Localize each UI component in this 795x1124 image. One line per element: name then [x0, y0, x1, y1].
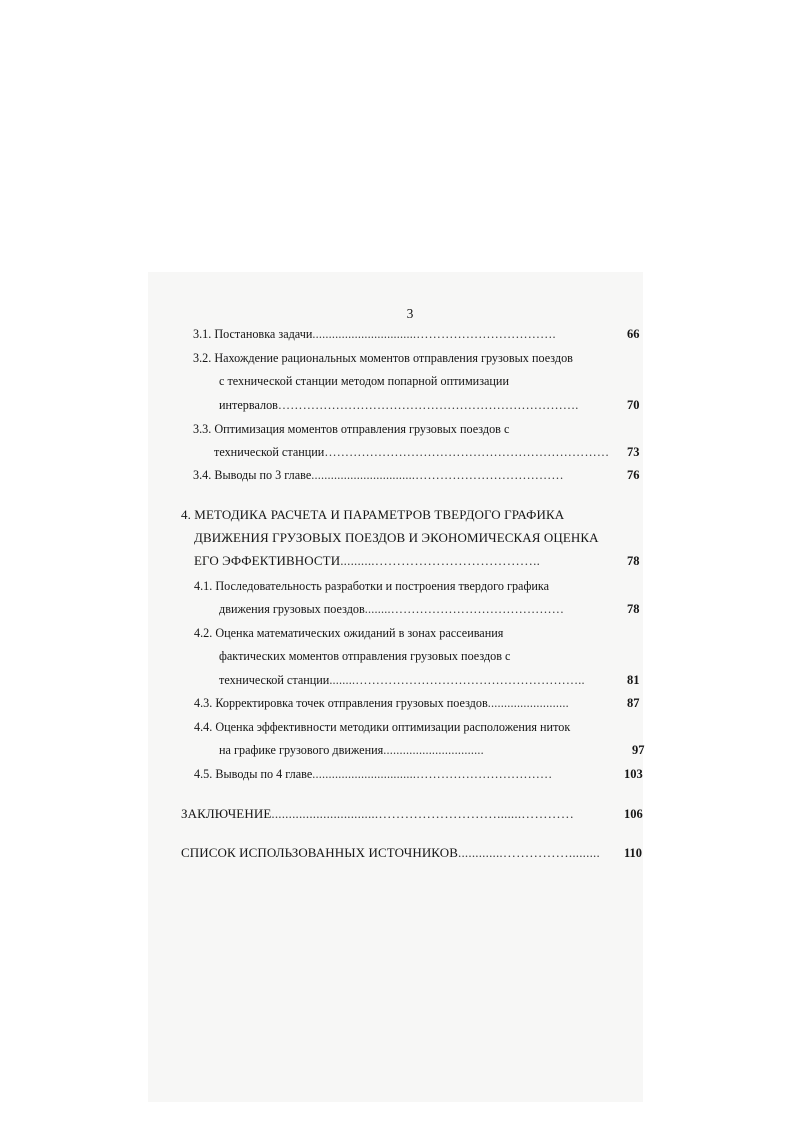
toc-entry-title: интервалов [219, 398, 278, 412]
toc-entry-3-2-line3 [219, 397, 578, 413]
toc-entry-title: ЗАКЛЮЧЕНИЕ [181, 806, 272, 821]
toc-leader-dots: ........……………………………………………….. [329, 673, 585, 687]
toc-sources [181, 845, 600, 861]
toc-page-number: 78 [627, 602, 640, 616]
toc-entry-title: 3.1. Постановка задачи [193, 327, 313, 341]
toc-entry-4-1-line1: 4.1. Последовательность разработки и построения твердого графика [194, 579, 550, 593]
toc-entry-3-3-line1: 3.3. Оптимизация моментов отправления грузовых поездов с [193, 422, 510, 436]
toc-entry-3-1 [193, 326, 556, 342]
toc-leader-dots: ......................... [487, 696, 569, 710]
toc-entry-4-4-line2 [219, 742, 484, 758]
toc-entry-title: технической станции [214, 445, 325, 459]
toc-page-number: 87 [627, 696, 640, 710]
toc-entry-title: СПИСОК ИСПОЛЬЗОВАННЫХ ИСТОЧНИКОВ [181, 845, 459, 860]
toc-page-number: 97 [632, 743, 645, 757]
toc-entry-4-5 [194, 766, 552, 782]
toc-page-number: 70 [627, 398, 640, 412]
toc-leader-dots: ................................……………………………. [312, 327, 556, 341]
toc-entry-4-2-line2: фактических моментов отправления грузовых поездов с [219, 649, 511, 663]
toc-entry-4-1-line2 [219, 601, 564, 617]
toc-entry-3-3-line2 [214, 444, 609, 460]
toc-leader-dots: …………………………………………………………… [324, 445, 610, 459]
toc-entry-3-4 [193, 467, 564, 483]
toc-entry-title: ЕГО ЭФФЕКТИВНОСТИ [194, 553, 341, 568]
toc-entry-4-2-line3 [219, 672, 585, 688]
toc-entry-title: 4.5. Выводы по 4 главе [194, 767, 313, 781]
toc-chapter-4-line2: ДВИЖЕНИЯ ГРУЗОВЫХ ПОЕЗДОВ И ЭКОНОМИЧЕСКАЯ ОЦЕНКА [194, 530, 599, 545]
toc-leader-dots: ..........……………………………….. [340, 553, 541, 568]
toc-entry-3-2-line2: с технической станции методом попарной оптимизации [219, 374, 509, 388]
toc-page-number: 103 [624, 767, 643, 781]
toc-leader-dots: ...............................……………………….......………… [271, 806, 575, 821]
toc-page-number: 76 [627, 468, 640, 482]
toc-leader-dots: ………………………………………………………………. [277, 398, 579, 412]
toc-entry-title: движения грузовых поездов [219, 602, 365, 616]
toc-entry-title: технической станции [219, 673, 330, 687]
toc-entry-title: на графике грузового движения [219, 743, 384, 757]
toc-leader-dots: .............……………......... [458, 845, 600, 860]
toc-entry-title: 4.3. Корректировка точек отправления грузовых поездов [194, 696, 488, 710]
toc-leader-dots: ............................... [383, 743, 484, 757]
toc-entry-3-2-line1: 3.2. Нахождение рациональных моментов отправления грузовых поездов [193, 351, 573, 365]
toc-leader-dots: ................................…………………………… [312, 767, 553, 781]
toc-entry-4-2-line1: 4.2. Оценка математических ожиданий в зонах рассеивания [194, 626, 504, 640]
page-number: 3 [406, 306, 414, 321]
toc-entry-title: 3.4. Выводы по 3 главе [193, 468, 312, 482]
toc-page-number: 73 [627, 445, 640, 459]
toc-chapter-4-line3 [194, 553, 540, 569]
toc-leader-dots: ................................……………………………… [311, 468, 564, 482]
toc-page-number: 110 [624, 846, 643, 860]
toc-leader-dots: ........…………………………………… [364, 602, 565, 616]
toc-chapter-4-line1: 4. МЕТОДИКА РАСЧЕТА И ПАРАМЕТРОВ ТВЕРДОГО ГРАФИКА [181, 507, 565, 522]
toc-page-number: 106 [624, 807, 643, 821]
toc-page-number: 81 [627, 673, 640, 687]
toc-page-number: 78 [627, 554, 640, 568]
toc-entry-4-3 [194, 695, 569, 711]
toc-entry-4-4-line1: 4.4. Оценка эффективности методики оптимизации расположения ниток [194, 720, 571, 734]
toc-conclusion [181, 806, 574, 822]
toc-page-number: 66 [627, 327, 640, 341]
